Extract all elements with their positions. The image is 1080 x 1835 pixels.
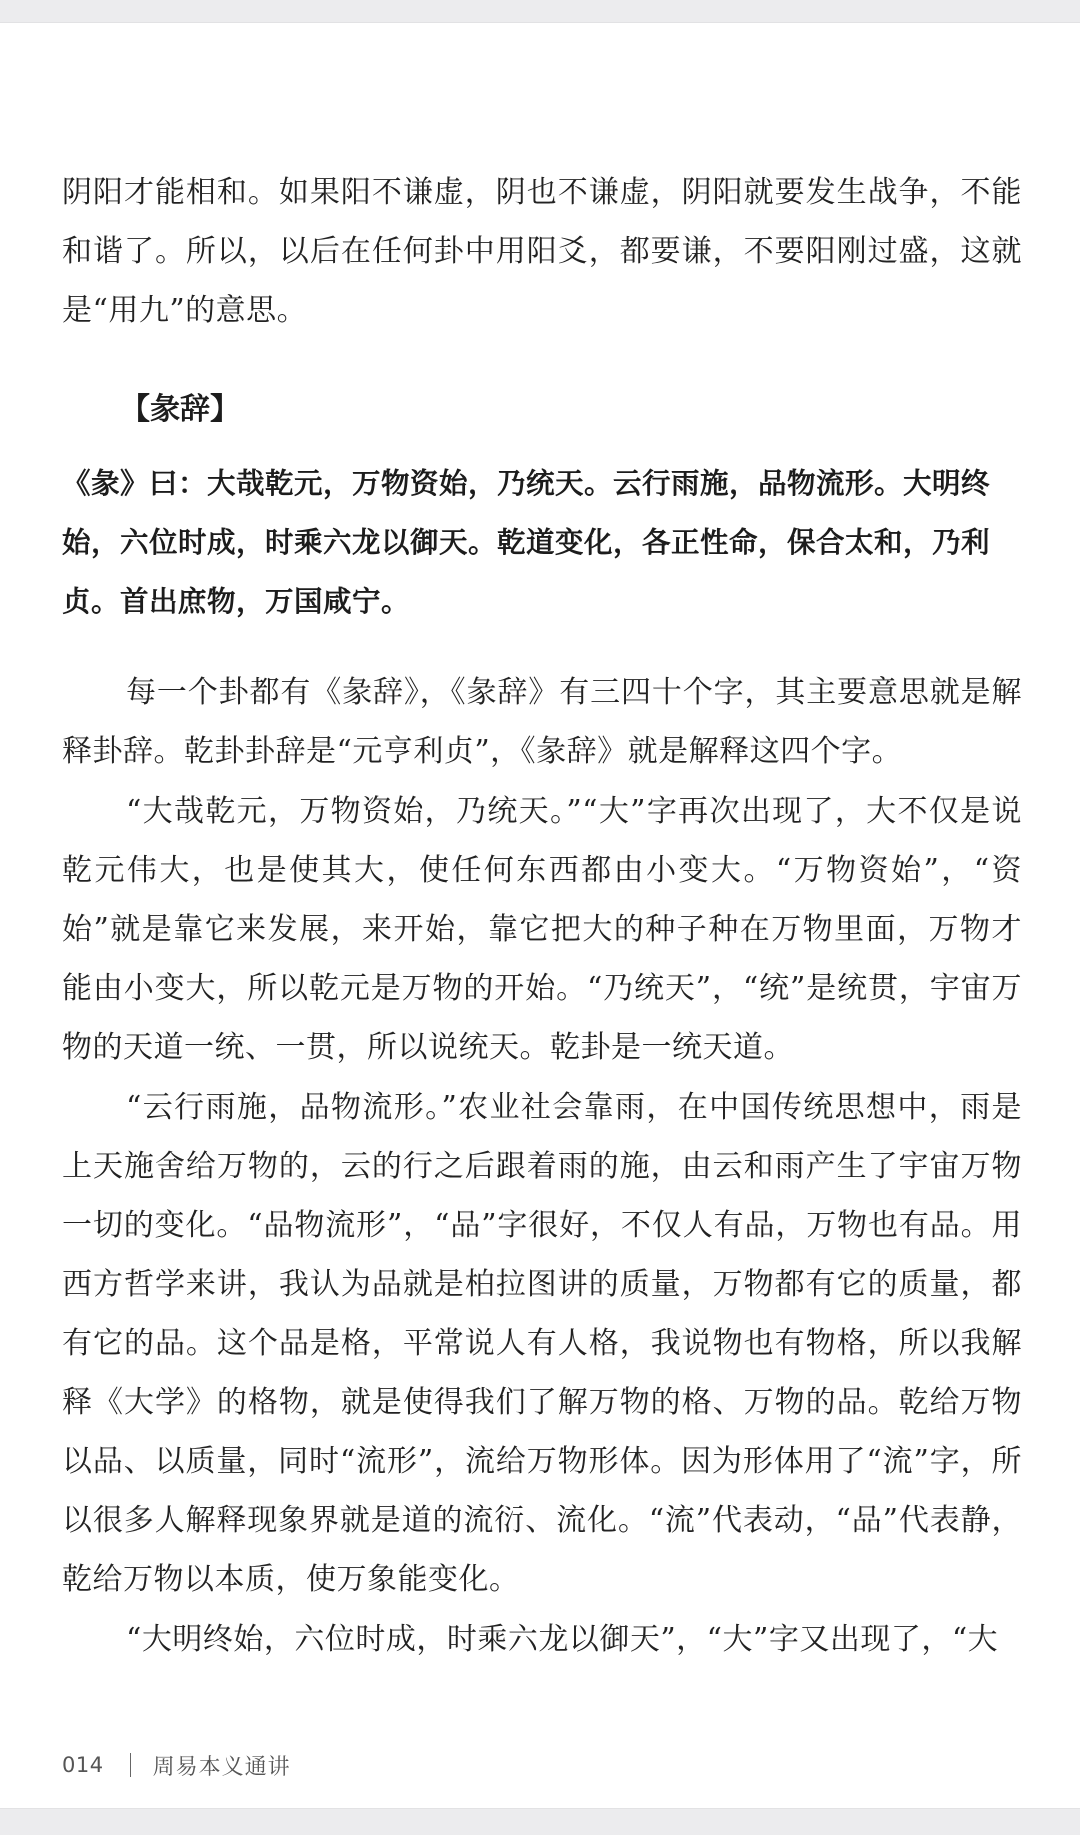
- paragraph-explanation-3: “云行雨施，品物流形。”农业社会靠雨，在中国传统思想中，雨是上天施舍给万物的，云的行之后跟着雨的施，由云和雨产生了宇宙万物一切的变化。“品物流形”，“品”字很好，不仅人有品，万物也有品。用西方哲学来讲，我认为品就是柏拉图讲的质量，万物都有它的质量，都有它的品。这个品是格，平常说人有人格，我说物也有物格，所以我解释《大学》的格物，就是使得我们了解万物的格、万物的品。乾给万物以品、以质量，同时“流形”，流给万物形体。因为形体用了“流”字，所以很多人解释现象界就是道的流衍、流化。“流”代表动，“品”代表静，乾给万物以本质，使万象能变化。: [62, 1090, 1022, 1597]
- paragraph-intro: 阴阳才能相和。如果阳不谦虚，阴也不谦虚，阴阳就要发生战争，不能和谐了。所以，以后在任何卦中用阳爻，都要谦，不要阳刚过盛，这就是“用九”的意思。: [62, 175, 1022, 328]
- paragraph-explanation-1: 每一个卦都有《彖辞》，《彖辞》有三四十个字，其主要意思就是解释卦辞。乾卦卦辞是“元亨利贞”，《彖辞》就是解释这四个字。: [62, 675, 1022, 769]
- footer-divider: [130, 1753, 131, 1777]
- book-page: [0, 22, 1080, 1809]
- paragraph-explanation-4: “大明终始，六位时成，时乘六龙以御天”，“大”字又出现了，“大: [126, 1622, 999, 1657]
- original-text: 《彖》曰：大哉乾元，万物资始，乃统天。云行雨施，品物流形。大明终始，六位时成，时乘六龙以御天。乾道变化，各正性命，保合太和，乃利贞。首出庶物，万国咸宁。: [62, 467, 991, 618]
- section-title: 【彖辞】: [120, 392, 240, 427]
- page-content: [62, 163, 1022, 1669]
- book-title: 周易本义通讲: [152, 1754, 291, 1780]
- page-footer: [62, 1745, 291, 1785]
- page-number: 014: [62, 1753, 104, 1777]
- paragraph-explanation-2: “大哉乾元，万物资始，乃统天。”“大”字再次出现了，大不仅是说乾元伟大，也是使其大，使任何东西都由小变大。“万物资始”，“资始”就是靠它来发展，来开始，靠它把大的种子种在万物里面，万物才能由小变大，所以乾元是万物的开始。“乃统天”，“统”是统贯，宇宙万物的天道一统、一贯，所以说统天。乾卦是一统天道。: [62, 794, 1022, 1065]
